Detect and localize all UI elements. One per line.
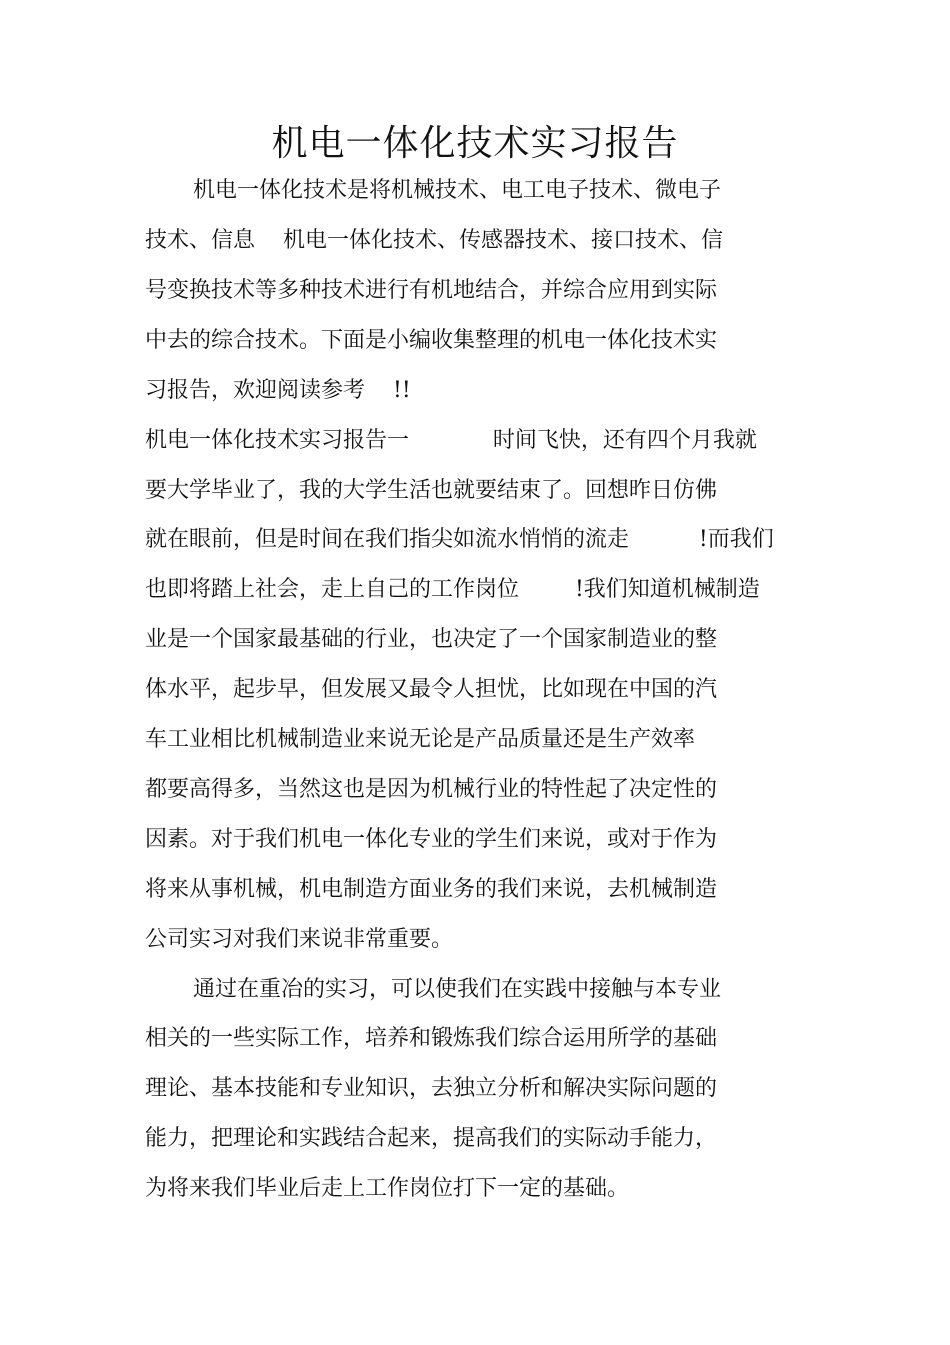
text-line: 机电一体化技术实习报告一 时间飞快，还有四个月我就 — [145, 428, 757, 453]
text-line: 理论、基本技能和专业知识，去独立分析和解决实际问题的 — [145, 1076, 718, 1101]
text-line: 车工业相比机械制造业来说无论是产品质量还是生产效率 — [145, 727, 696, 752]
text-line: 公司实习对我们来说非常重要。 — [145, 927, 454, 952]
text-line: 为将来我们毕业后走上工作岗位打下一定的基础。 — [145, 1176, 630, 1201]
text-line: 习报告，欢迎阅读参考 !! — [145, 378, 411, 403]
text-line: 就在眼前，但是时间在我们指尖如流水悄悄的流走 !而我们 — [145, 527, 774, 552]
text-line: 中去的综合技术。下面是小编收集整理的机电一体化技术实 — [145, 328, 718, 353]
text-line: 能力，把理论和实践结合起来，提高我们的实际动手能力， — [145, 1126, 718, 1151]
document-title: 机电一体化技术实习报告 — [271, 123, 679, 164]
text-line: 通过在重冶的实习，可以使我们在实践中接触与本专业 — [193, 977, 722, 1002]
text-line: 相关的一些实际工作，培养和锻炼我们综合运用所学的基础 — [145, 1026, 718, 1051]
text-line: 将来从事机械，机电制造方面业务的我们来说，去机械制造 — [145, 877, 718, 902]
text-line: 要大学毕业了，我的大学生活也就要结束了。回想昨日仿佛 — [145, 478, 718, 503]
text-line: 业是一个国家最基础的行业，也决定了一个国家制造业的整 — [145, 627, 718, 652]
text-line: 体水平，起步早，但发展又最令人担忧，比如现在中国的汽 — [145, 677, 718, 702]
text-line: 机电一体化技术是将机械技术、电工电子技术、微电子 — [193, 178, 722, 203]
text-line: 因素。对于我们机电一体化专业的学生们来说，或对于作为 — [145, 827, 718, 852]
text-line: 都要高得多，当然这也是因为机械行业的特性起了决定性的 — [145, 777, 718, 802]
text-line: 也即将踏上社会，走上自己的工作岗位 !我们知道机械制造 — [145, 577, 760, 602]
text-line: 技术、信息 机电一体化技术、传感器技术、接口技术、信 — [145, 228, 723, 253]
text-line: 号变换技术等多种技术进行有机地结合，并综合应用到实际 — [145, 278, 718, 303]
